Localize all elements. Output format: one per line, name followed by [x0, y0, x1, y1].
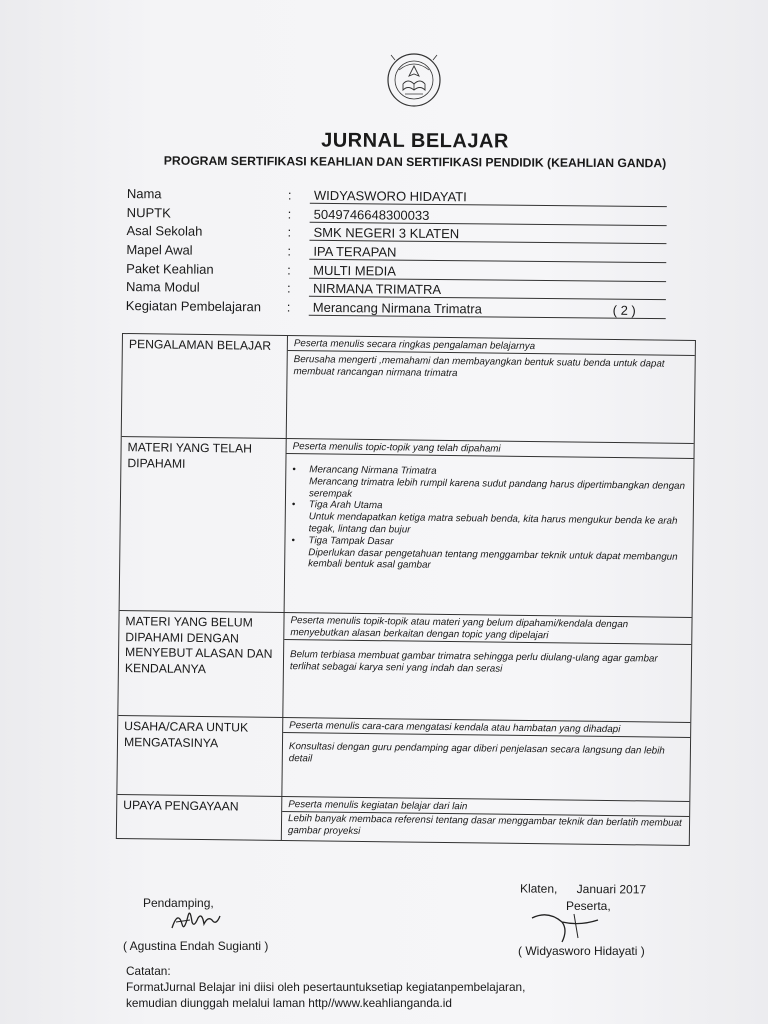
topic-item — [291, 534, 686, 575]
identity-label: Kegiatan Pembelajaran — [125, 298, 262, 315]
document-subtitle: PROGRAM SERTIFIKASI KEAHLIAN DAN SERTIFIKASI PENDIDIK (KEAHLIAN GANDA) — [163, 153, 667, 171]
bullet-icon: • — [291, 534, 295, 546]
journal-row-prompt: Peserta menulis kegiatan belajar dari lain — [282, 797, 689, 817]
signature-place-date — [520, 881, 646, 896]
journal-row-prompt: Peserta menulis cara-cara mengatasi kendala atau hambatan yang dihadapi — [283, 718, 690, 738]
identity-value: MULTI MEDIA — [309, 263, 666, 282]
topic-title: Tiga Tampak Dasar — [308, 535, 394, 548]
journal-row-cell — [281, 718, 690, 801]
identity-label: NUPTK — [126, 204, 171, 221]
topic-description: Untuk mendapatkan ketiga matra sebuah benda, kita harus mengukur benda ke arah tegak, lintang dan bujur — [308, 511, 678, 536]
identity-row-kegiatan-pembelajaran — [126, 296, 666, 320]
journal-row-prompt: Peserta menulis secara ringkas pengalaman belajarnya — [288, 336, 695, 356]
identity-colon: : — [287, 187, 292, 203]
identity-colon: : — [286, 280, 291, 297]
identity-value: IPA TERAPAN — [309, 244, 666, 263]
bullet-icon: • — [292, 464, 296, 476]
identity-label: Paket Keahlian — [126, 260, 214, 277]
journal-row-content: Lebih banyak membaca referensi tentang dasar menggambar teknik dan berlatih membuat gambar proyeksi — [287, 813, 682, 837]
topic-item — [291, 499, 687, 540]
journal-row-cell — [281, 797, 689, 845]
peserta-role: Peserta, — [566, 899, 611, 913]
identity-value: SMK NEGERI 3 KLATEN — [309, 225, 666, 244]
journal-row-content: Konsultasi dengan guru pendamping agar diberi penjelasan secara langsung dan lebih detail — [288, 741, 665, 765]
journal-row-materi-dipahami — [120, 437, 694, 618]
topic-list — [291, 464, 687, 575]
journal-row-pengalaman — [122, 334, 695, 444]
pendamping-role: Pendamping, — [143, 896, 214, 910]
signature-date: Januari 2017 — [576, 881, 647, 897]
identity-colon: : — [287, 243, 292, 259]
pendamping-signature — [168, 904, 248, 934]
journal-row-materi-belum — [118, 611, 691, 723]
identity-colon: : — [286, 299, 291, 315]
notes-section — [126, 963, 525, 1011]
activity-number: ( 2 ) — [612, 302, 636, 319]
journal-row-pengayaan — [117, 795, 689, 845]
identity-colon: : — [287, 262, 291, 278]
tut-wuri-handayani-logo — [381, 50, 447, 110]
journal-table — [116, 333, 696, 846]
identity-colon: : — [287, 224, 292, 240]
identity-colon: : — [287, 206, 292, 222]
identity-value — [309, 300, 666, 319]
notes-heading: Catatan: — [126, 964, 171, 978]
identity-label: Nama Modul — [125, 279, 200, 296]
topic-item — [292, 464, 687, 504]
journal-row-prompt: Peserta menulis topik-topik atau materi yang belum dipahami/kendala dengan menyebutkan alasan berkaitan dengan topic yang dipelajari — [284, 613, 691, 645]
bullet-icon: • — [291, 499, 296, 511]
notes-line: kemudian diunggah melalui laman http//www.keahlianganda.id — [126, 996, 452, 1010]
activity-name: Merancang Nirmana Trimatra — [312, 299, 482, 317]
journal-row-content — [285, 454, 693, 578]
identity-value: NIRMANA TRIMATRA — [309, 281, 666, 300]
journal-row-label: PENGALAMAN BELAJAR — [128, 337, 272, 353]
identity-label: Asal Sekolah — [126, 223, 203, 240]
journal-row-label: UPAYA PENGAYAAN — [123, 798, 239, 814]
journal-row-usaha — [117, 716, 690, 802]
peserta-name: ( Widyasworo Hidayati ) — [518, 944, 645, 958]
journal-row-cell — [282, 613, 691, 722]
identity-value: 5049746648300033 — [310, 206, 667, 225]
identity-section — [126, 184, 667, 320]
signature-place: Klaten, — [519, 881, 558, 896]
journal-row-cell — [286, 336, 695, 443]
identity-label: Mapel Awal — [126, 242, 193, 258]
topic-description: Diperlukan dasar pengetahuan tentang menggambar teknik untuk dapat membangun kembali bentuk asal gambar — [308, 546, 678, 572]
journal-row-prompt: Peserta menulis topic-topik yang telah dipahami — [287, 439, 694, 459]
document-title: JURNAL BELAJAR — [321, 129, 509, 153]
topic-title: Tiga Arah Utama — [308, 499, 383, 512]
peserta-signature — [528, 908, 608, 948]
identity-label: Nama — [126, 185, 162, 202]
identity-value: WIDYASWORO HIDAYATI — [310, 188, 667, 207]
journal-row-cell — [284, 439, 694, 617]
journal-row-content: Berusaha mengerti ,memahami dan membayangkan bentuk suatu benda untuk dapat membuat rancangan nirmana trimatra — [293, 354, 665, 379]
journal-row-label: MATERI YANG BELUM DIPAHAMI DENGAN MENYEBUT ALASAN DAN KENDALANYA — [124, 614, 273, 676]
journal-row-content: Belum terbiasa membuat gambar trimatra sehingga perlu diulang-ulang agar gambar terlihat sebagai karya seni yang indah dan serasi — [289, 649, 658, 675]
topic-title: Merancang Nirmana Trimatra — [309, 464, 437, 477]
journal-row-label: MATERI YANG TELAH DIPAHAMI — [127, 440, 253, 471]
notes-line: FormatJurnal Belajar ini diisi oleh pesertauntuksetiap kegiatanpembelajaran, — [126, 980, 526, 994]
pendamping-name: ( Agustina Endah Sugianti ) — [123, 939, 269, 953]
journal-row-label: USAHA/CARA UNTUK MENGATASINYA — [123, 719, 249, 750]
topic-description: Merancang trimatra lebih rumpil karena sudut pandang harus dipertimbangkan dengan serempak — [308, 476, 686, 500]
